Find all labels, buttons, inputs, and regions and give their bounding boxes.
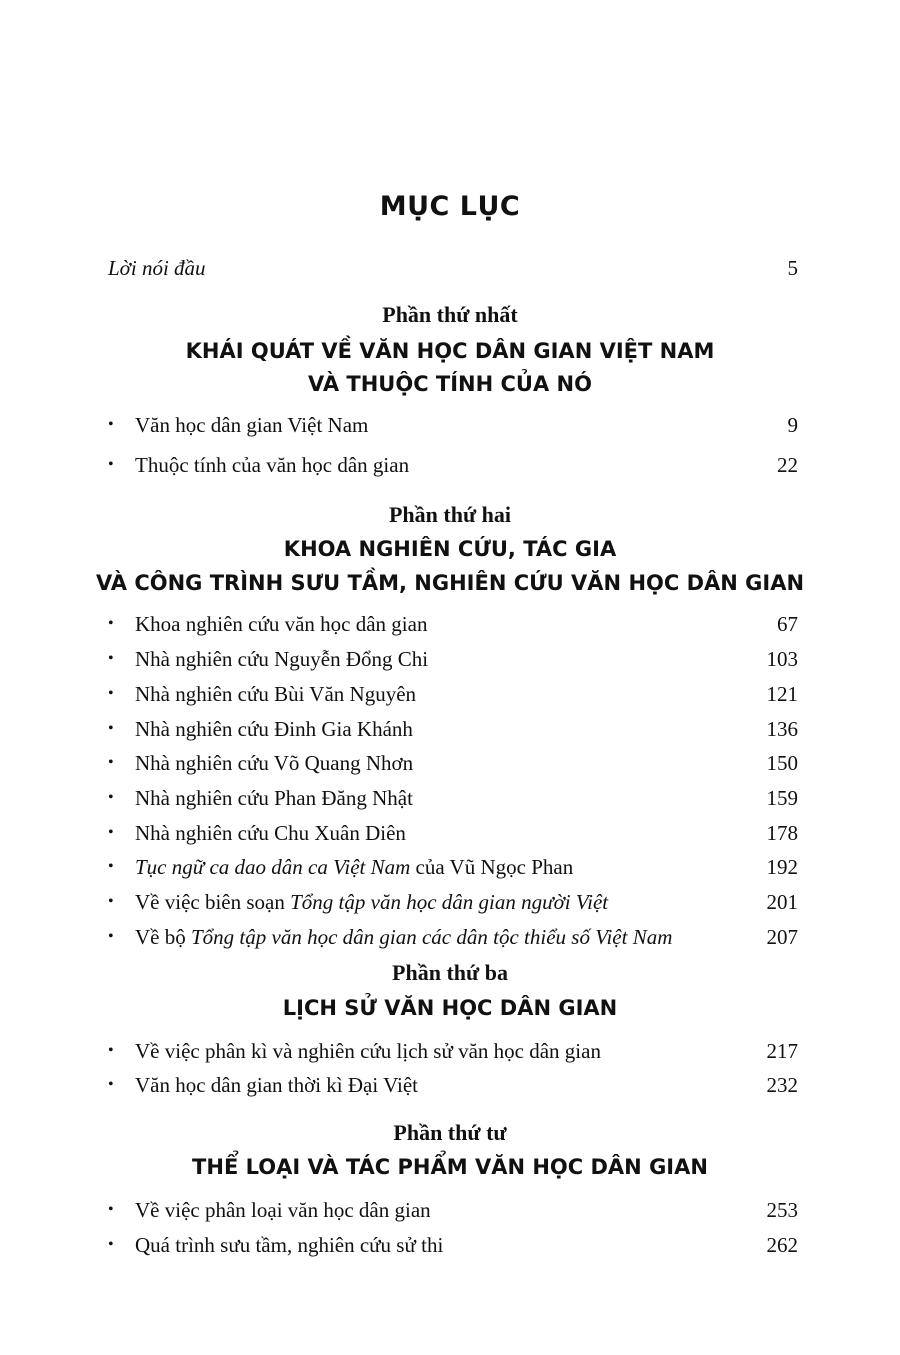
toc-entry-page: 253 — [766, 1197, 798, 1222]
part-title: KHÁI QUÁT VỀ VĂN HỌC DÂN GIAN VIỆT NAM — [185, 339, 715, 363]
toc-entry-page: 136 — [766, 716, 798, 741]
bullet-icon: • — [108, 893, 114, 910]
toc-entry — [108, 852, 798, 882]
bullet-icon: • — [108, 824, 114, 841]
part-label: Phần thứ ba — [392, 960, 508, 985]
toc-entry-label: Về việc phân kì và nghiên cứu lịch sử văn học dân gian — [135, 1038, 601, 1063]
bullet-icon: • — [108, 1236, 114, 1253]
part-title: LỊCH SỬ VĂN HỌC DÂN GIAN — [282, 996, 618, 1020]
toc-entry-italic-title: Tổng tập văn học dân gian người Việt — [290, 889, 609, 914]
toc-entry-label — [135, 925, 758, 950]
toc-entry-label: Về việc phân loại văn học dân gian — [135, 1197, 431, 1222]
bullet-icon: • — [108, 615, 114, 632]
toc-entry-preface — [108, 253, 798, 283]
toc-entry-page: 159 — [766, 785, 798, 810]
toc-entry-page: 150 — [766, 750, 798, 775]
toc-entry-label: Nhà nghiên cứu Bùi Văn Nguyên — [135, 681, 417, 706]
toc-entry — [108, 1230, 798, 1260]
toc-entry-label: Thuộc tính của văn học dân gian — [135, 452, 410, 477]
toc-entry-page: 121 — [766, 681, 798, 706]
toc-entry-label-prefix: Về việc biên soạn — [135, 889, 291, 914]
toc-entry — [108, 410, 798, 440]
toc-entry-italic-title: Tục ngữ ca dao dân ca Việt Nam — [135, 854, 411, 879]
toc-entry-page: 217 — [766, 1038, 798, 1063]
toc-entry — [108, 783, 798, 813]
toc-entry-page: 192 — [766, 854, 798, 879]
bullet-icon: • — [108, 720, 114, 737]
toc-entry — [108, 609, 798, 639]
bullet-icon: • — [108, 650, 114, 667]
bullet-icon: • — [108, 754, 114, 771]
toc-entry-label: Văn học dân gian Việt Nam — [135, 412, 369, 437]
toc-entry — [108, 1070, 798, 1100]
toc-entry-label: Nhà nghiên cứu Nguyễn Đổng Chi — [135, 646, 429, 671]
toc-entry-page: 22 — [777, 452, 798, 477]
toc-entry-label: Nhà nghiên cứu Võ Quang Nhơn — [135, 750, 414, 775]
toc-entry-page: 67 — [777, 611, 798, 636]
toc-entry-label: Khoa nghiên cứu văn học dân gian — [135, 611, 428, 636]
bullet-icon: • — [108, 928, 114, 945]
toc-entry — [108, 748, 798, 778]
toc-entry-label: Quá trình sưu tầm, nghiên cứu sử thi — [135, 1232, 444, 1257]
part-label: Phần thứ hai — [388, 502, 512, 527]
bullet-icon: • — [108, 685, 114, 702]
toc-entry — [108, 714, 798, 744]
toc-entry-page: 5 — [787, 255, 798, 280]
toc-entry-page: 178 — [766, 820, 798, 845]
toc-entry — [108, 887, 798, 917]
toc-entry-label — [135, 855, 758, 880]
part-label: Phần thứ tư — [393, 1120, 507, 1145]
toc-entry-page: 207 — [766, 924, 798, 949]
bullet-icon: • — [108, 1201, 114, 1218]
bullet-icon: • — [108, 1076, 114, 1093]
bullet-icon: • — [108, 456, 114, 473]
toc-entry — [108, 1036, 798, 1066]
toc-entry — [108, 922, 798, 952]
toc-title: MỤC LỤC — [379, 191, 521, 222]
toc-entry-label: Nhà nghiên cứu Phan Đăng Nhật — [135, 785, 413, 810]
part-title: KHOA NGHIÊN CỨU, TÁC GIA — [283, 537, 617, 561]
toc-entry — [108, 818, 798, 848]
toc-entry — [108, 1195, 798, 1225]
toc-entry-page: 201 — [766, 889, 798, 914]
part-title: VÀ CÔNG TRÌNH SƯU TẦM, NGHIÊN CỨU VĂN HỌC DÂN GIAN — [95, 571, 805, 595]
toc-entry-page: 103 — [766, 646, 798, 671]
bullet-icon: • — [108, 1042, 114, 1059]
toc-entry-label-suffix: của Vũ Ngọc Phan — [410, 854, 574, 879]
bullet-icon: • — [108, 858, 114, 875]
toc-entry-label: Nhà nghiên cứu Đinh Gia Khánh — [135, 716, 413, 741]
toc-entry-label: Lời nói đầu — [108, 255, 206, 280]
toc-entry-page: 232 — [766, 1072, 798, 1097]
bullet-icon: • — [108, 789, 114, 806]
toc-entry — [108, 450, 798, 480]
part-title: THỂ LOẠI VÀ TÁC PHẨM VĂN HỌC DÂN GIAN — [192, 1155, 708, 1179]
toc-entry — [108, 644, 798, 674]
toc-entry-label: Văn học dân gian thời kì Đại Việt — [135, 1072, 418, 1097]
toc-entry-label-prefix: Về bộ — [135, 924, 191, 949]
toc-entry-label — [135, 890, 758, 915]
part-label: Phần thứ nhất — [382, 302, 518, 327]
toc-entry-page: 262 — [766, 1232, 798, 1257]
toc-entry-italic-title: Tổng tập văn học dân gian các dân tộc thiểu số Việt Nam — [191, 924, 673, 949]
toc-entry — [108, 679, 798, 709]
bullet-icon: • — [108, 416, 114, 433]
toc-entry-label: Nhà nghiên cứu Chu Xuân Diên — [135, 820, 406, 845]
toc-entry-page: 9 — [787, 412, 798, 437]
part-title: VÀ THUỘC TÍNH CỦA NÓ — [308, 372, 592, 396]
